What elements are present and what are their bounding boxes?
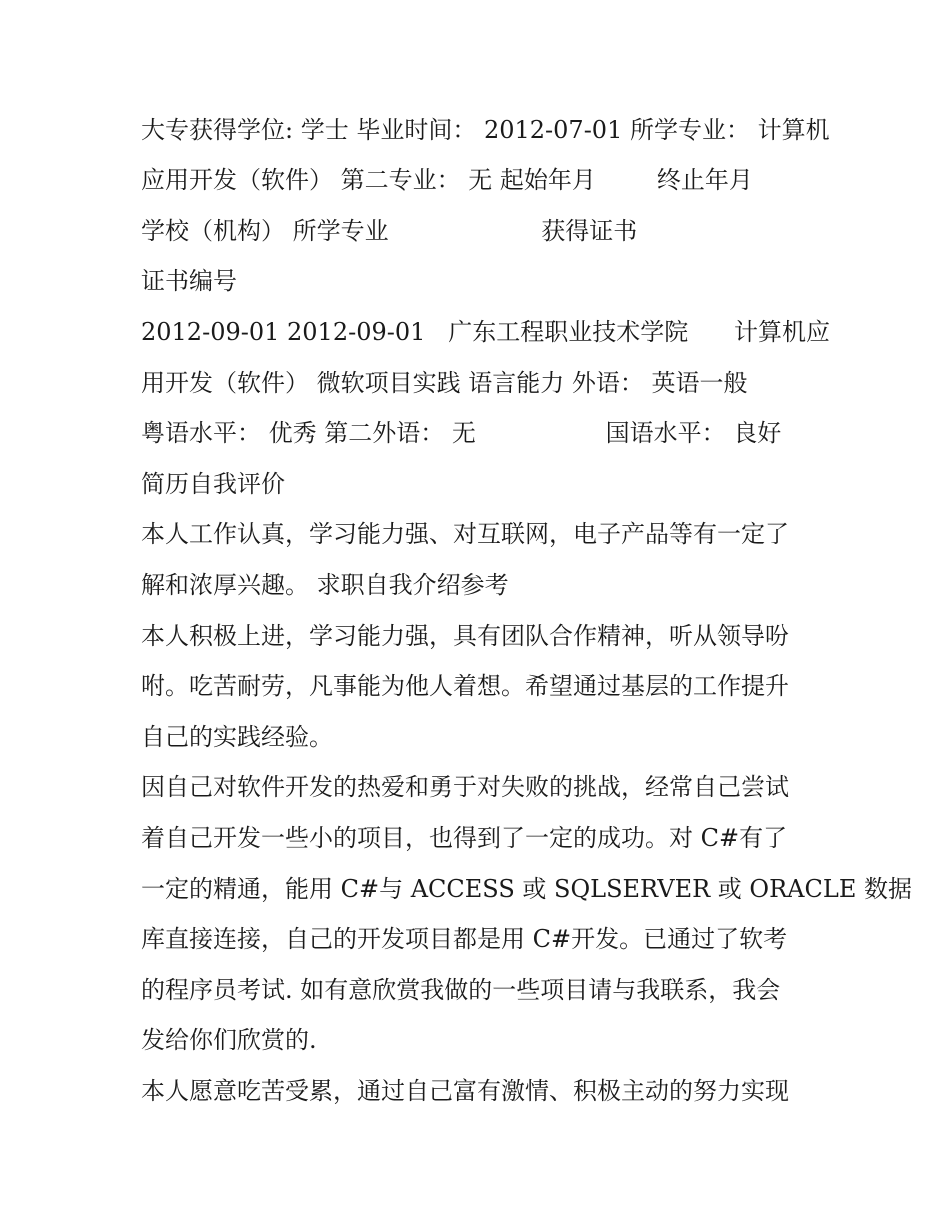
text-line: 解和浓厚兴趣。 求职自我介绍参考 <box>141 571 509 599</box>
text-line: 着自己开发一些小的项目，也得到了一定的成功。对 C#有了 <box>141 824 788 852</box>
text-line: 自己的实践经验。 <box>141 723 333 751</box>
text-line: 发给你们欣赏的. <box>141 1026 317 1054</box>
text-line: 应用开发（软件） 第二专业： 无 起始年月 终止年月 <box>141 166 753 194</box>
section-heading: 简历自我评价 <box>141 470 285 498</box>
text-line: 学校（机构） 所学专业 获得证书 <box>141 217 638 245</box>
text-line: 粤语水平： 优秀 第二外语： 无 国语水平： 良好 <box>141 419 782 447</box>
text-line: 一定的精通，能用 C#与 ACCESS 或 SQLSERVER 或 ORACLE 数据 <box>141 875 912 903</box>
text-line: 本人工作认真，学习能力强、对互联网，电子产品等有一定了 <box>141 520 789 548</box>
text-line: 用开发（软件） 微软项目实践 语言能力 外语： 英语一般 <box>141 369 748 397</box>
text-line: 证书编号 <box>141 267 237 295</box>
text-line: 咐。吃苦耐劳，凡事能为他人着想。希望通过基层的工作提升 <box>141 672 789 700</box>
text-line: 本人积极上进，学习能力强，具有团队合作精神，听从领导吩 <box>141 622 789 650</box>
text-line: 本人愿意吃苦受累，通过自己富有激情、积极主动的努力实现 <box>141 1077 789 1105</box>
text-line: 2012-09-01 2012-09-01 广东工程职业技术学院 计算机应 <box>141 318 831 346</box>
text-line: 因自己对软件开发的热爱和勇于对失败的挑战，经常自己尝试 <box>141 773 789 801</box>
text-line: 的程序员考试. 如有意欣赏我做的一些项目请与我联系，我会 <box>141 976 781 1004</box>
text-line: 大专获得学位: 学士 毕业时间： 2012-07-01 所学专业： 计算机 <box>141 116 830 144</box>
text-line: 库直接连接，自己的开发项目都是用 C#开发。已通过了软考 <box>141 925 788 953</box>
